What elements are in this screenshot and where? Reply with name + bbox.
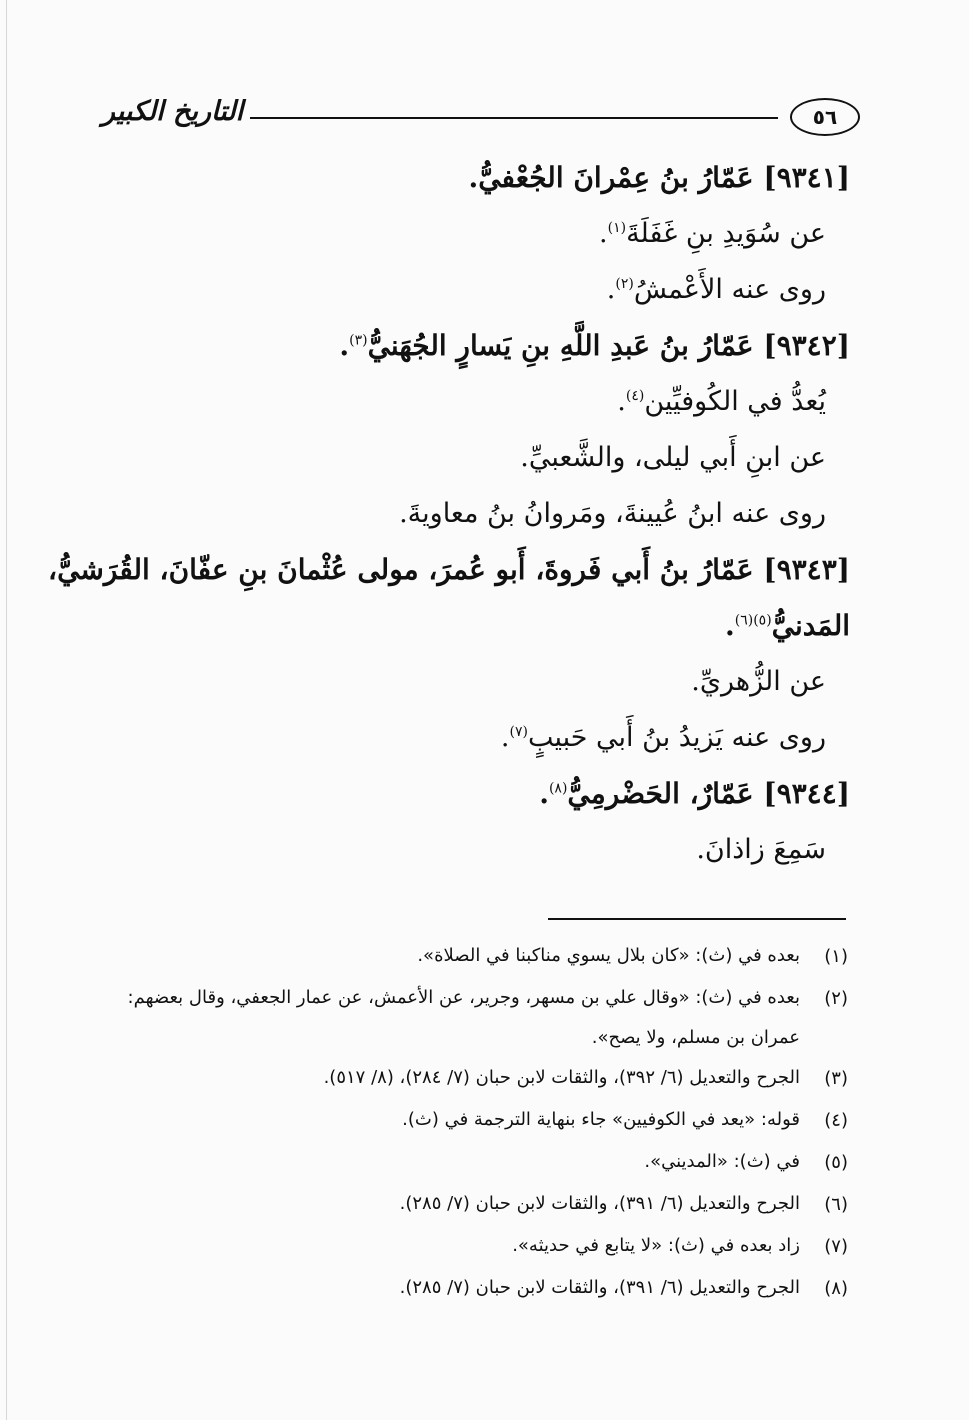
main-text [48, 150, 850, 878]
footnote-item [100, 1058, 848, 1100]
footnote-text: الجرح والتعديل (٦/ ٣٩٢)، والثقات لابن حبان (٧/ ٢٨٤)، (٨/ ٥١٧). [323, 1067, 800, 1088]
footnote-item [100, 1226, 848, 1268]
footnote-number: (٦) [824, 1194, 848, 1215]
footnote-number: (٢) [824, 988, 848, 1009]
page-number: ٥٦ [790, 98, 860, 136]
footnote-item [100, 978, 848, 1058]
footnote-separator [548, 918, 846, 920]
footnote-text: الجرح والتعديل (٦/ ٣٩١)، والثقات لابن حبان (٧/ ٢٨٥). [399, 1193, 800, 1214]
footnote-number: (٣) [824, 1068, 848, 1089]
footnotes [100, 936, 848, 1310]
entry-9343-from: عن الزُّهريِّ. [691, 666, 826, 697]
entry-9341-from: عن سُوَيدِ بنِ غَفَلَةَ$^{(١)}$. [599, 218, 826, 249]
footnote-item [100, 1142, 848, 1184]
entry-9342-title: [٩٣٤٢] عَمّارُ بنُ عَبدِ اللَّهِ بنِ يَسارٍ الجُهَنيُّ$^{(٣)}$. [339, 329, 850, 362]
entry-9342-narrators: روى عنه ابنُ عُيينةَ، ومَروانُ بنُ معاويةَ. [399, 498, 826, 529]
entry-9344-title: [٩٣٤٤] عَمّارٌ، الحَضْرمِيُّ$^{(٨)}$. [539, 777, 850, 810]
footnote-number: (١) [824, 946, 848, 967]
footnote-item [100, 1268, 848, 1310]
footnote-number: (٨) [824, 1278, 848, 1299]
footnote-number: (٥) [824, 1152, 848, 1173]
header-rule [250, 117, 778, 119]
footnote-ref: (١) [607, 220, 627, 236]
footnote-number: (٤) [824, 1110, 848, 1131]
entry-9342-from: عن ابنِ أَبي ليلى، والشَّعبيِّ. [520, 442, 826, 473]
footnote-number: (٧) [824, 1236, 848, 1257]
footnote-ref: (٧) [509, 724, 528, 740]
footnote-item [100, 1184, 848, 1226]
footnote-text: بعده في (ث): «كان بلال يسوي مناكبنا في الصلاة». [417, 945, 800, 966]
footnote-ref: (٤) [625, 388, 645, 404]
page-header [100, 96, 860, 146]
entry-9341-narrators: روى عنه الأَعْمشُ$^{(٢)}$. [606, 274, 826, 305]
footnote-text: في (ث): «المديني». [644, 1151, 800, 1172]
book-title: التاريخ الكبير [101, 96, 244, 127]
footnote-item [100, 1100, 848, 1142]
footnote-ref: (٨) [548, 780, 568, 797]
page-edge-line [6, 0, 7, 1420]
footnote-text: بعده في (ث): «وقال علي بن مسهر، وجرير، عن الأعمش، عن عمار الجعفي، وقال بعضهم: عمران بن مسلم، ولا يصح». [127, 987, 800, 1048]
footnote-ref: (٣) [349, 332, 368, 349]
footnote-item [100, 936, 848, 978]
footnote-ref: (٢) [615, 276, 634, 292]
entry-9341-title: [٩٣٤١] عَمّارُ بنُ عِمْرانَ الجُعْفيُّ. [468, 161, 850, 194]
entry-9342-counted: يُعدُّ في الكُوفيِّين$^{(٤)}$. [617, 386, 826, 417]
entry-9343-title: [٩٣٤٣] عَمّارُ بنُ أَبي فَروةَ، أَبو عُمرَ، مولى عُثْمانَ بنِ عفّانَ، القُرَشيُّ، [48, 553, 850, 586]
entry-9343-narrators: روى عنه يَزيدُ بنُ أَبي حَبيبٍ$^{(٧)}$. [500, 722, 826, 753]
footnote-ref: (٥)(٦) [734, 612, 772, 629]
footnote-text: قوله: «يعد في الكوفيين» جاء بنهاية الترجمة في (ث). [402, 1109, 800, 1130]
footnote-text: الجرح والتعديل (٦/ ٣٩١)، والثقات لابن حبان (٧/ ٢٨٥). [399, 1277, 800, 1298]
footnote-text: زاد بعده في (ث): «لا يتابع في حديثه». [512, 1235, 800, 1256]
entry-9344-heard: سَمِعَ زاذانَ. [696, 834, 826, 865]
entry-9343-title-cont: المَدنيُّ$^{(٥)(٦)}$. [724, 609, 850, 642]
